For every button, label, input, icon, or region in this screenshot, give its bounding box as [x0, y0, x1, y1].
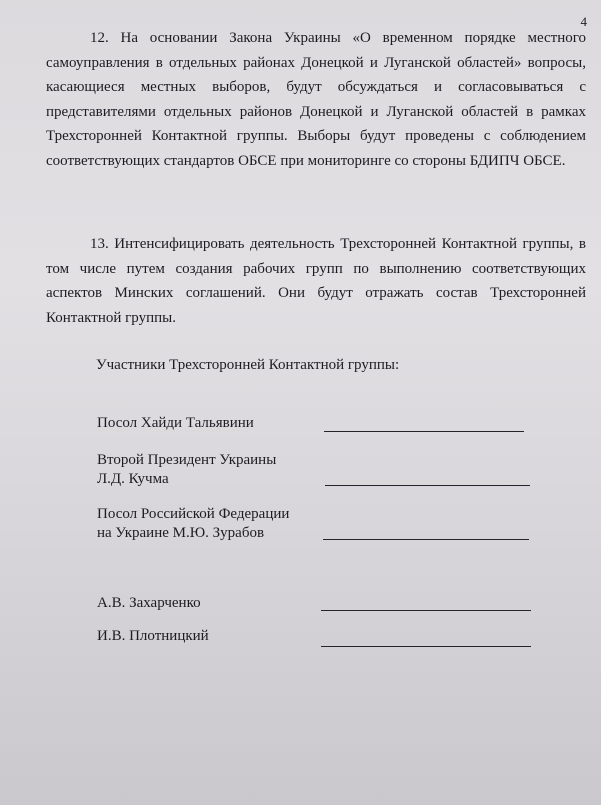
- signer-name: Посол Хайди Тальявини: [97, 415, 254, 431]
- paragraph-13-text: 13. Интенсифицировать деятельность Трехсторонней Контактной группы, в том числе путем создания рабочих групп по выполнению соответствующих аспектов Минских соглашений. Они будут отражать состав Трехсторонней Контактной группы.: [46, 236, 586, 326]
- signer-tagliavini: [97, 414, 312, 433]
- signer-title: Посол Российской Федерации: [97, 506, 290, 522]
- page-number: 4: [580, 14, 587, 29]
- signer-name: на Украине М.Ю. Зурабов: [97, 525, 265, 541]
- signer-zakharchenko: [97, 594, 312, 613]
- paragraph-12: [46, 26, 586, 174]
- participants-heading: Участники Трехсторонней Контактной группы:: [96, 357, 400, 373]
- signer-kuchma: [97, 451, 312, 489]
- signer-name: И.В. Плотницкий: [97, 628, 209, 644]
- signer-title: Второй Президент Украины: [97, 452, 277, 468]
- signer-zurabov: [97, 505, 312, 543]
- signer-name: А.В. Захарченко: [97, 595, 201, 611]
- signer-name: Л.Д. Кучма: [97, 471, 169, 487]
- paragraph-12-text: 12. На основании Закона Украины «О временном порядке местного самоуправления в отдельных районах Донецкой и Луганской областей» вопросы, касающиеся местных выборов, будут обсуждаться и согласовываться с представителями отдельных районов Донецкой и Луганской областей в рамках Трехсторонней Контактной группы. Выборы будут проведены с соблюдением соответствующих стандартов ОБСЕ при мониторинге со стороны БДИПЧ ОБСЕ.: [46, 30, 586, 169]
- signature-line-plotnitsky: [321, 646, 531, 647]
- signature-line-kuchma: [325, 485, 530, 486]
- signature-line-zurabov: [323, 539, 529, 540]
- signature-line-tagliavini: [324, 431, 524, 432]
- signature-line-zakharchenko: [321, 610, 531, 611]
- paragraph-13: [46, 232, 586, 330]
- signer-plotnitsky: [97, 627, 312, 646]
